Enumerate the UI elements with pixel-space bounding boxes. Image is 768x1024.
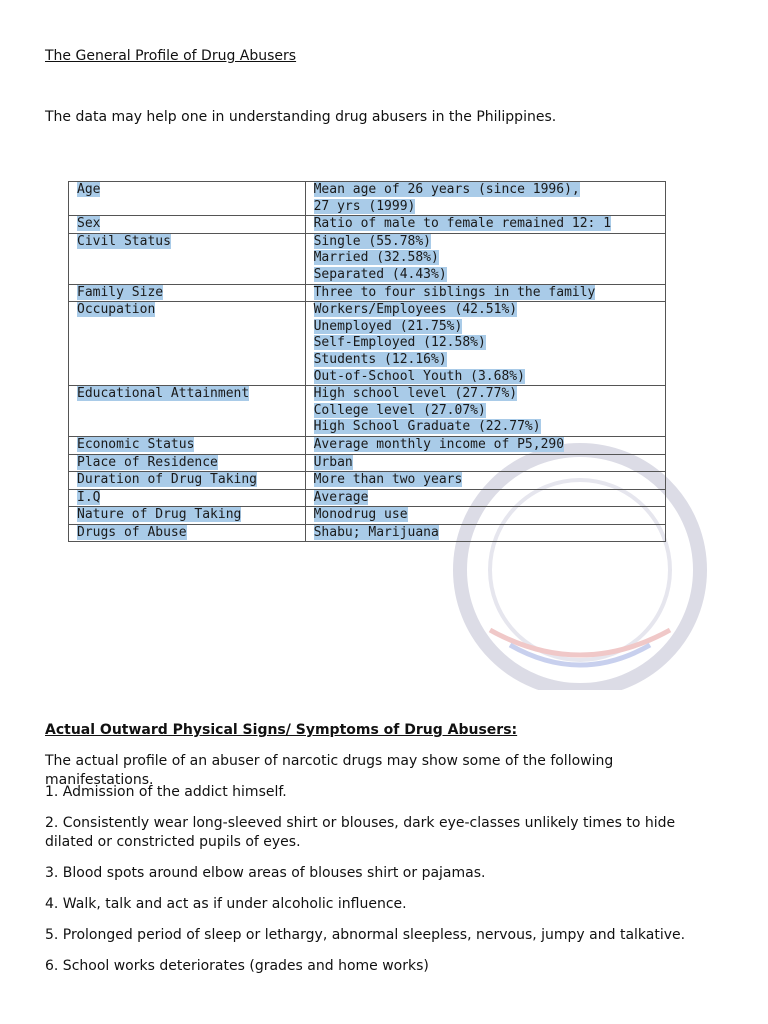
row-label: Civil Status: [77, 233, 171, 249]
table-cell-value: [305, 216, 665, 234]
table-cell-value: [305, 233, 665, 284]
row-value: Married (32.58%): [313, 250, 439, 266]
profile-table-wrapper: [68, 181, 666, 542]
row-value: Students (12.16%): [313, 351, 447, 367]
row-value: Three to four siblings in the family: [313, 284, 596, 300]
value-line: [314, 352, 657, 369]
table-cell-value: [305, 489, 665, 507]
table-cell-value: [305, 524, 665, 542]
value-line: [314, 455, 657, 472]
value-line: [314, 525, 657, 542]
value-line: [314, 199, 657, 216]
row-value: Monodrug use: [313, 507, 408, 523]
row-value: Average: [313, 489, 369, 505]
value-line: [314, 437, 657, 454]
row-label: I.Q: [77, 489, 101, 505]
table-cell-value: [305, 386, 665, 437]
table-cell-value: [305, 507, 665, 525]
row-label: Sex: [77, 216, 101, 232]
row-value: High School Graduate (22.77%): [313, 419, 541, 435]
row-value: Mean age of 26 years (since 1996),: [313, 182, 580, 197]
section-heading: Actual Outward Physical Signs/ Symptoms of Drug Abusers:: [45, 722, 518, 738]
table-row: [69, 284, 666, 302]
row-label: Family Size: [77, 284, 164, 300]
table-cell-value: [305, 182, 665, 216]
row-value: Self-Employed (12.58%): [313, 335, 486, 351]
table-cell-label: [69, 524, 306, 542]
row-label: Occupation: [77, 302, 156, 318]
value-line: [314, 267, 657, 284]
table-cell-label: [69, 507, 306, 525]
row-value: Separated (4.43%): [313, 266, 447, 282]
table-cell-value: [305, 472, 665, 490]
value-line: [314, 403, 657, 420]
value-line: [314, 335, 657, 352]
table-row: [69, 472, 666, 490]
table-row: [69, 454, 666, 472]
table-row: [69, 386, 666, 437]
row-value: Out-of-School Youth (3.68%): [313, 368, 525, 384]
row-label: Educational Attainment: [77, 386, 250, 402]
row-label: Drugs of Abuse: [77, 524, 187, 540]
list-item: 1. Admission of the addict himself.: [45, 784, 287, 800]
list-item: 6. School works deteriorates (grades and home works): [45, 958, 429, 974]
row-value: Shabu; Marijuana: [313, 524, 439, 540]
value-line: [314, 250, 657, 267]
table-cell-label: [69, 216, 306, 234]
row-label: Place of Residence: [77, 454, 218, 470]
table-cell-value: [305, 436, 665, 454]
table-row: [69, 436, 666, 454]
row-value: More than two years: [313, 472, 463, 488]
table-row: [69, 507, 666, 525]
row-label: Age: [77, 182, 101, 197]
value-line: [314, 182, 657, 199]
value-line: [314, 507, 657, 524]
table-cell-label: [69, 284, 306, 302]
row-value: Unemployed (21.75%): [313, 318, 463, 334]
row-value: Urban: [313, 454, 353, 470]
table-cell-label: [69, 489, 306, 507]
table-row: [69, 524, 666, 542]
list-item: 4. Walk, talk and act as if under alcoholic influence.: [45, 896, 407, 912]
table-cell-label: [69, 454, 306, 472]
table-cell-label: [69, 233, 306, 284]
table-row: [69, 233, 666, 284]
row-value: Ratio of male to female remained 12: 1: [313, 216, 612, 232]
table-cell-value: [305, 284, 665, 302]
value-line: [314, 369, 657, 386]
value-line: [314, 302, 657, 319]
row-label: Duration of Drug Taking: [77, 472, 258, 488]
list-item: 2. Consistently wear long-sleeved shirt or blouses, dark eye-classes unlikely times to hide dilated or constricted pupils of eyes.: [45, 815, 676, 850]
row-label: Nature of Drug Taking: [77, 507, 242, 523]
row-value: 27 yrs (1999): [313, 198, 416, 214]
value-line: [314, 386, 657, 403]
table-row: [69, 489, 666, 507]
table-cell-label: [69, 386, 306, 437]
table-cell-label: [69, 472, 306, 490]
table-row: [69, 182, 666, 216]
row-value: High school level (27.77%): [313, 386, 518, 402]
profile-table: [68, 181, 666, 542]
row-value: College level (27.07%): [313, 402, 486, 418]
row-value: Workers/Employees (42.51%): [313, 302, 518, 318]
value-line: [314, 490, 657, 507]
table-cell-label: [69, 436, 306, 454]
table-row: [69, 216, 666, 234]
table-cell-label: [69, 182, 306, 216]
intro-text: The data may help one in understanding drug abusers in the Philippines.: [45, 109, 557, 125]
list-item: 5. Prolonged period of sleep or lethargy, abnormal sleepless, nervous, jumpy and talkative.: [45, 927, 686, 943]
table-cell-label: [69, 302, 306, 386]
list-item: 3. Blood spots around elbow areas of blouses shirt or pajamas.: [45, 865, 486, 881]
value-line: [314, 234, 657, 251]
table-row: [69, 302, 666, 386]
table-cell-value: [305, 302, 665, 386]
section-lead: The actual profile of an abuser of narcotic drugs may show some of the following manifestations.: [45, 753, 614, 788]
value-line: [314, 419, 657, 436]
document-title: The General Profile of Drug Abusers: [45, 48, 297, 64]
value-line: [314, 319, 657, 336]
value-line: [314, 216, 657, 233]
row-value: Average monthly income of P5,290: [313, 436, 565, 452]
row-label: Economic Status: [77, 436, 195, 452]
table-cell-value: [305, 454, 665, 472]
row-value: Single (55.78%): [313, 233, 432, 249]
value-line: [314, 472, 657, 489]
value-line: [314, 285, 657, 302]
